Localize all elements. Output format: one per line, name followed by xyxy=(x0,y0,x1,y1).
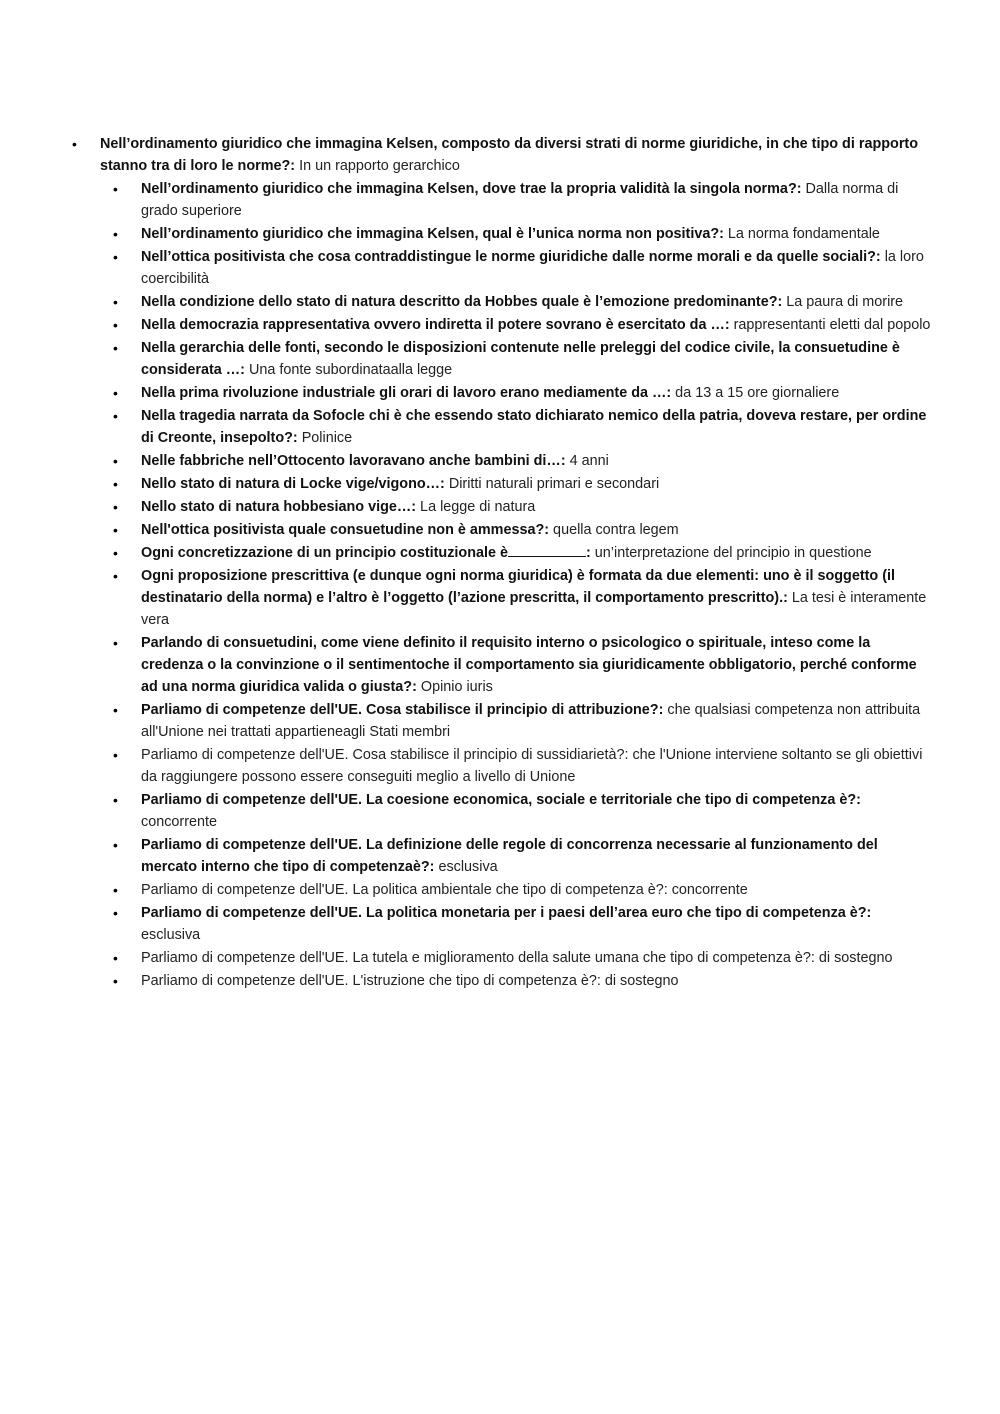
answer-text: esclusiva xyxy=(434,859,498,875)
answer-text: Opinio iuris xyxy=(416,679,493,695)
answer-text: di sostegno xyxy=(600,973,679,989)
bullet-icon: • xyxy=(113,453,118,469)
answer-text: Una fonte subordinataalla legge xyxy=(244,362,453,378)
bullet-icon: • xyxy=(113,226,118,242)
bullet-icon: • xyxy=(113,545,118,561)
question-text: Nelle fabbriche nell’Ottocento lavoravano anche bambini di…: xyxy=(141,453,566,469)
bullet-icon: • xyxy=(113,340,118,356)
question-text: Nello stato di natura di Locke vige/vigono…: xyxy=(141,476,445,492)
question-text: Ogni proposizione prescrittiva (e dunque ogni norma giuridica) è formata da due elementi: uno è il soggetto (il destinatario della norma) e l’altro è l’oggetto (l’azione prescritta, il comportamento prescritto).: xyxy=(141,568,895,606)
bullet-icon: • xyxy=(113,476,118,492)
bullet-icon: • xyxy=(113,385,118,401)
list-item xyxy=(113,565,931,631)
list-item xyxy=(113,496,931,518)
question-text: Parliamo di competenze dell'UE. La politica monetaria per i paesi dell’area euro che tipo di competenza è?: xyxy=(141,905,872,921)
bullet-icon: • xyxy=(113,249,118,265)
answer-text: Polinice xyxy=(297,430,353,446)
list-item xyxy=(113,178,931,222)
answer-text: In un rapporto gerarchico xyxy=(295,158,460,174)
question-text: Parliamo di competenze dell'UE. Cosa stabilisce il principio di sussidiarietà?: xyxy=(141,747,629,763)
question-text: Parliamo di competenze dell'UE. Cosa stabilisce il principio di attribuzione?: xyxy=(141,702,664,718)
list-item xyxy=(113,291,931,313)
bullet-icon: • xyxy=(113,568,118,584)
list-item xyxy=(113,223,931,245)
question-text: Parlando di consuetudini, come viene definito il requisito interno o psicologico o spirituale, inteso come la credenza o la convinzione o il sentimentoche il comportamento sia giuridicamente obbligatorio, perché conforme ad una norma giuridica valida o giusta?: xyxy=(141,635,917,695)
list-item xyxy=(113,450,931,472)
question-text: Nell'ottica positivista quale consuetudine non è ammessa?: xyxy=(141,522,550,538)
question-text: Parliamo di competenze dell'UE. La coesione economica, sociale e territoriale che tipo di competenza è?: xyxy=(141,792,861,808)
bullet-icon: • xyxy=(113,317,118,333)
list-item xyxy=(113,879,931,901)
answer-text: di sostegno xyxy=(814,950,893,966)
list-item xyxy=(113,382,931,404)
bullet-icon: • xyxy=(113,635,118,651)
bullet-icon: • xyxy=(113,950,118,966)
question-text: Parliamo di competenze dell'UE. L'istruzione che tipo di competenza è?: xyxy=(141,973,601,989)
qa-bullet-list xyxy=(72,133,931,993)
question-text: Parliamo di competenze dell'UE. La tutela e miglioramento della salute umana che tipo di competenza è?: xyxy=(141,950,815,966)
answer-text: la loro coercibilità xyxy=(141,249,924,287)
bullet-icon: • xyxy=(113,747,118,763)
list-item xyxy=(113,542,931,564)
question-text: Ogni concretizzazione di un principio costituzionale è xyxy=(141,545,508,561)
bullet-icon: • xyxy=(113,408,118,424)
answer-text: rappresentanti eletti dal popolo xyxy=(729,317,931,333)
list-item xyxy=(113,902,931,946)
bullet-icon: • xyxy=(113,837,118,853)
answer-text: Dalla norma di grado superiore xyxy=(141,181,899,219)
list-item xyxy=(113,699,931,743)
answer-text: La tesi è interamente vera xyxy=(141,590,927,628)
answer-text: 4 anni xyxy=(565,453,609,469)
answer-text: da 13 a 15 ore giornaliere xyxy=(671,385,840,401)
answer-text: che qualsiasi competenza non attribuita all'Unione nei trattati appartieneagli Stati membri xyxy=(141,702,921,740)
answer-text: La paura di morire xyxy=(782,294,904,310)
bullet-icon: • xyxy=(113,973,118,989)
bullet-icon: • xyxy=(113,499,118,515)
question-text-end: : xyxy=(586,545,591,561)
list-item xyxy=(113,314,931,336)
list-item xyxy=(113,519,931,541)
question-text: Nella gerarchia delle fonti, secondo le disposizioni contenute nelle preleggi del codice civile, la consuetudine è considerata …: xyxy=(141,340,900,378)
question-text: Nella democrazia rappresentativa ovvero indiretta il potere sovrano è esercitato da …: xyxy=(141,317,730,333)
list-item xyxy=(113,834,931,878)
bullet-icon: • xyxy=(113,905,118,921)
list-item xyxy=(113,947,931,969)
list-item xyxy=(113,405,931,449)
answer-text: che l'Unione interviene soltanto se gli obiettivi da raggiungere possono essere conseguiti meglio a livello di Unione xyxy=(141,747,923,785)
question-text: Nello stato di natura hobbesiano vige…: xyxy=(141,499,417,515)
bullet-icon: • xyxy=(113,792,118,808)
answer-text: esclusiva xyxy=(141,927,201,943)
question-text: Nell’ordinamento giuridico che immagina Kelsen, dove trae la propria validità la singola norma?: xyxy=(141,181,802,197)
answer-text: quella contra legem xyxy=(549,522,679,538)
question-text: Parliamo di competenze dell'UE. La definizione delle regole di concorrenza necessarie al funzionamento del mercato interno che tipo di competenzaè?: xyxy=(141,837,878,875)
list-item xyxy=(113,246,931,290)
answer-text: concorrente xyxy=(141,814,217,830)
list-item xyxy=(113,970,931,992)
question-text: Nell’ordinamento giuridico che immagina Kelsen, qual è l’unica norma non positiva?: xyxy=(141,226,724,242)
question-text: Nella prima rivoluzione industriale gli orari di lavoro erano mediamente da …: xyxy=(141,385,672,401)
list-item xyxy=(113,789,931,833)
answer-text: un’interpretazione del principio in questione xyxy=(590,545,872,561)
answer-text: La norma fondamentale xyxy=(723,226,880,242)
question-text: Parliamo di competenze dell'UE. La politica ambientale che tipo di competenza è?: xyxy=(141,882,668,898)
question-text: Nella tragedia narrata da Sofocle chi è che essendo stato dichiarato nemico della patria, doveva restare, per ordine di Creonte, insepolto?: xyxy=(141,408,927,446)
list-item xyxy=(113,337,931,381)
list-item xyxy=(113,473,931,495)
bullet-icon: • xyxy=(113,522,118,538)
question-text: Nella condizione dello stato di natura descritto da Hobbes quale è l’emozione predominante?: xyxy=(141,294,783,310)
list-item xyxy=(113,744,931,788)
fill-in-blank-line xyxy=(508,542,586,557)
bullet-icon: • xyxy=(113,181,118,197)
answer-text: concorrente xyxy=(667,882,748,898)
bullet-icon: • xyxy=(113,294,118,310)
question-text: Nell’ottica positivista che cosa contraddistingue le norme giuridiche dalle norme morali e da quelle sociali?: xyxy=(141,249,881,265)
list-item xyxy=(72,133,930,177)
question-text: Nell’ordinamento giuridico che immagina Kelsen, composto da diversi strati di norme giuridiche, in che tipo di rapporto stanno tra di loro le norme?: xyxy=(100,136,918,174)
bullet-icon: • xyxy=(72,136,77,152)
list-item xyxy=(113,632,931,698)
bullet-icon: • xyxy=(113,702,118,718)
answer-text: La legge di natura xyxy=(416,499,536,515)
answer-text: Diritti naturali primari e secondari xyxy=(444,476,660,492)
bullet-icon: • xyxy=(113,882,118,898)
